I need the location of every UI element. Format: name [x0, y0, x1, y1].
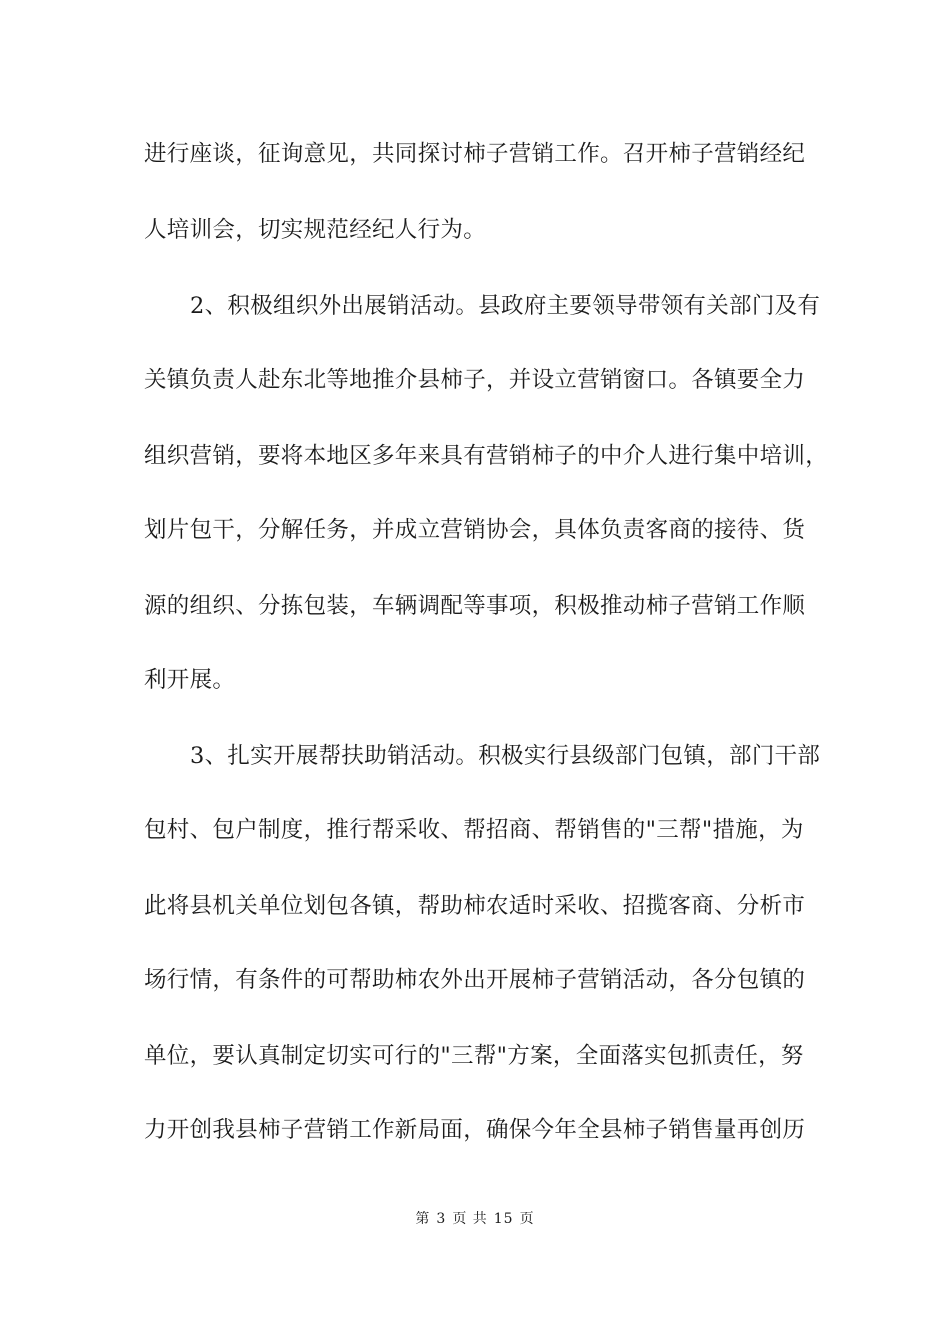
text-line: 进行座谈，征询意见，共同探讨柿子营销工作。召开柿子营销经纪 [144, 141, 806, 167]
text-line: 利开展。 [144, 667, 236, 693]
text-line: 人培训会，切实规范经纪人行为。 [144, 217, 487, 243]
text-line: 关镇负责人赴东北等地推介县柿子，并设立营销窗口。各镇要全力 [144, 367, 806, 393]
text-line: 包村、包户制度，推行帮采收、帮招商、帮销售的"三帮"措施，为 [144, 817, 804, 843]
footer-middle: 页 共 [452, 1211, 488, 1227]
paragraph-3-start: 3、扎实开展帮扶助销活动。积极实行县级部门包镇，部门干部 [190, 743, 821, 769]
text-line: 场行情，有条件的可帮助柿农外出开展柿子营销活动，各分包镇的 [144, 967, 806, 993]
text-line: 力开创我县柿子营销工作新局面，确保今年全县柿子销售量再创历 [144, 1117, 806, 1143]
text-line: 源的组织、分拣包装，车辆调配等事项，积极推动柿子营销工作顺 [144, 593, 806, 619]
footer-suffix: 页 [519, 1211, 535, 1227]
current-page-number: 3 [436, 1211, 447, 1227]
text-line: 单位，要认真制定切实可行的"三帮"方案，全面落实包抓责任，努 [144, 1043, 804, 1069]
text-line: 划片包干，分解任务，并成立营销协会，具体负责客商的接待、货 [144, 517, 806, 543]
page-footer [0, 1208, 950, 1228]
total-pages-number: 15 [493, 1211, 514, 1227]
text-line: 此将县机关单位划包各镇，帮助柿农适时采收、招揽客商、分析市 [144, 893, 806, 919]
text-line: 组织营销，要将本地区多年来具有营销柿子的中介人进行集中培训， [144, 443, 829, 469]
footer-prefix: 第 [415, 1211, 431, 1227]
paragraph-2-start: 2、积极组织外出展销活动。县政府主要领导带领有关部门及有 [190, 293, 821, 319]
